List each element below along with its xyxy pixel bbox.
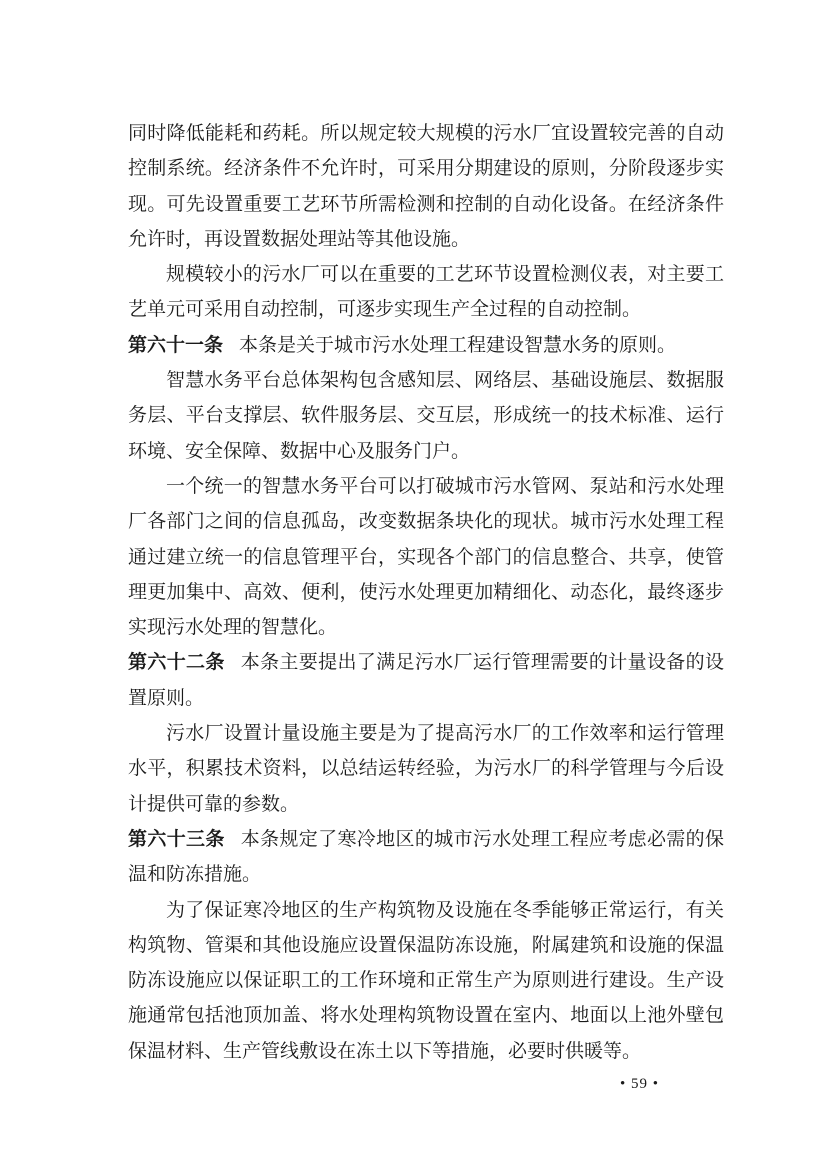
paragraph-9: 为了保证寒冷地区的生产构筑物及设施在冬季能够正常运行，有关构筑物、管渠和其他设施应设置保温防冻设施，附属建筑和设施的保温防冻设施应以保证职工的工作环境和正常生产为原则进行建设。生产设施通常包括池顶加盖、将水处理构筑物设置在室内、地面以上池外壁包保温材料、生产管线敷设在冻土以下等措施，必要时供暖等。	[128, 898, 724, 1062]
article-62-label: 第六十二条	[128, 651, 225, 674]
page-body	[128, 116, 724, 1069]
paragraph-1: 同时降低能耗和药耗。所以规定较大规模的污水厂宜设置较完善的自动控制系统。经济条件不允许时，可采用分期建设的原则，分阶段逐步实现。可先设置重要工艺环节所需检测和控制的自动化设备。在经济条件允许时，再设置数据处理站等其他设施。	[128, 122, 724, 250]
article-62-text: 本条主要提出了满足污水厂运行管理需要的计量设备的设置原则。	[128, 651, 724, 709]
paragraph-5: 一个统一的智慧水务平台可以打破城市污水管网、泵站和污水处理厂各部门之间的信息孤岛，改变数据条块化的现状。城市污水处理工程通过建立统一的信息管理平台，实现各个部门的信息整合、共享，使管理更加集中、高效、便利，使污水处理更加精细化、动态化，最终逐步实现污水处理的智慧化。	[128, 474, 724, 639]
article-61	[128, 328, 724, 363]
article-63-text: 本条规定了寒冷地区的城市污水处理工程应考虑必需的保温和防冻措施。	[128, 827, 724, 886]
article-63	[128, 822, 724, 893]
article-61-text: 本条是关于城市污水处理工程建设智慧水务的原则。	[239, 333, 677, 356]
article-63-label: 第六十三条	[128, 827, 225, 850]
page-number: • 59 •	[620, 1076, 660, 1092]
paragraph-4: 智慧水务平台总体架构包含感知层、网络层、基础设施层、数据服务层、平台支撑层、软件服务层、交互层，形成统一的技术标准、运行环境、安全保障、数据中心及服务门户。	[128, 369, 724, 462]
article-61-label: 第六十一条	[128, 333, 224, 356]
article-62	[128, 645, 724, 716]
paragraph-2: 规模较小的污水厂可以在重要的工艺环节设置检测仪表，对主要工艺单元可采用自动控制，可逐步实现生产全过程的自动控制。	[128, 263, 724, 321]
paragraph-7: 污水厂设置计量设施主要是为了提高污水厂的工作效率和运行管理水平，积累技术资料，以总结运转经验，为污水厂的科学管理与今后设计提供可靠的参数。	[128, 722, 724, 815]
